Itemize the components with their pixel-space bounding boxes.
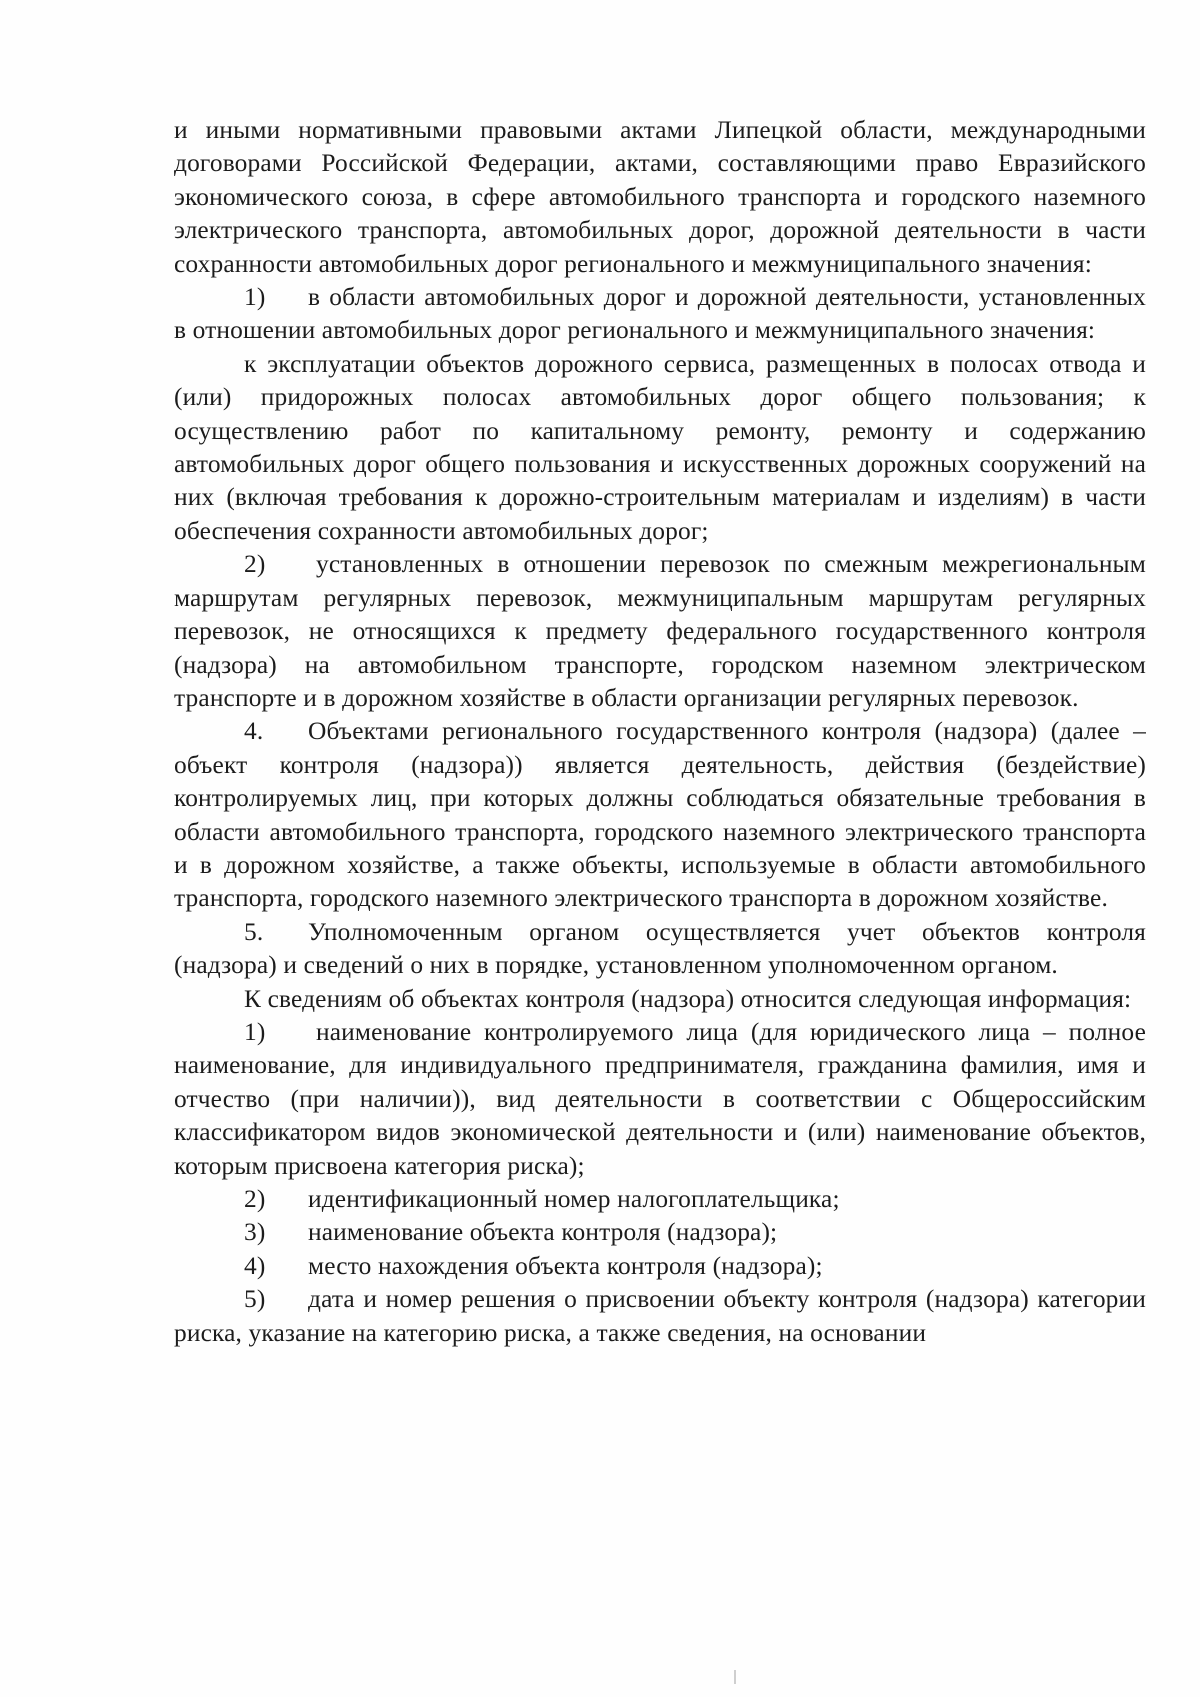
paragraph-info-item-3 <box>174 1216 1146 1249</box>
paragraph-text: К сведениям об объектах контроля (надзора) относится следующая информация: <box>244 984 1132 1013</box>
paragraph-info-intro <box>174 983 1146 1016</box>
paragraph-road-service <box>174 348 1146 548</box>
paragraph-text: идентификационный номер налогоплательщика; <box>308 1185 840 1213</box>
paragraph-text: Объектами регионального государственного контроля (надзора) (далее – объект контроля (надзора)) является деятельность, действия (бездействие) контролируемых лиц, при которых должны соблюдаться обязательные требования в области автомобильного транспорта, городского наземного электрического транспорта и в дорожном хозяйстве, а также объекты, используемые в области автомобильного транспорта, городского наземного электрического транспорта в дорожном хозяйстве. <box>174 717 1146 913</box>
paragraph-text: установленных в отношении перевозок по смежным межрегиональным маршрутам регулярных перевозок, межмуниципальным маршрутам регулярных перевозок, не относящихся к предмету федерального государственного контроля (надзора) на автомобильном транспорте, городском наземном электрическом транспорте и в дорожном хозяйстве в области организации регулярных перевозок. <box>174 550 1146 712</box>
item-number: 2) <box>244 1185 266 1213</box>
paragraph-info-item-4 <box>174 1250 1146 1283</box>
paragraph-text: Уполномоченным органом осуществляется учет объектов контроля (надзора) и сведений о них в порядке, установленном уполномоченном органом. <box>174 917 1146 980</box>
paragraph-text: в области автомобильных дорог и дорожной деятельности, установленных в отношении автомобильных дорог регионального и межмуниципального значения: <box>174 283 1146 345</box>
paragraph-info-item-1 <box>174 1016 1146 1183</box>
paragraph-text: к эксплуатации объектов дорожного сервиса, размещенных в полосах отвода и (или) придорожных полосах автомобильных дорог общего пользования; к осуществлению работ по капитальному ремонту, ремонту и содержанию автомобильных дорог общего пользования и искусственных дорожных сооружений на них (включая требования к дорожно-строительным материалам и изделиям) в части обеспечения сохранности автомобильных дорог; <box>174 349 1146 545</box>
item-number: 3) <box>244 1218 266 1247</box>
paragraph-continuation <box>174 114 1146 281</box>
item-number: 2) <box>244 550 266 579</box>
scan-artifact <box>734 1670 736 1684</box>
section-number: 4. <box>244 717 264 746</box>
paragraph-text: место нахождения объекта контроля (надзора); <box>308 1251 823 1280</box>
paragraph-section-5 <box>174 916 1146 983</box>
paragraph-info-item-5 <box>174 1283 1146 1350</box>
document-body <box>174 114 1146 1350</box>
paragraph-text: наименование объекта контроля (надзора); <box>308 1218 778 1247</box>
paragraph-text: наименование контролируемого лица (для юридического лица – полное наименование, для индивидуального предпринимателя, гражданина фамилия, имя и отчество (при наличии)), вид деятельности в соответствии с Общероссийским классификатором видов экономической деятельности и (или) наименование объектов, которым присвоена категория риска); <box>174 1017 1146 1180</box>
item-number: 4) <box>244 1251 266 1280</box>
paragraph-text: дата и номер решения о присвоении объекту контроля (надзора) категории риска, указание на категорию риска, а также сведения, на основании <box>174 1285 1146 1347</box>
paragraph-text: и иными нормативными правовыми актами Липецкой области, международными договорами Российской Федерации, актами, составляющими право Евразийского экономического союза, в сфере автомобильного транспорта и городского наземного электрического транспорта, автомобильных дорог, дорожной деятельности в части сохранности автомобильных дорог регионального и межмуниципального значения: <box>174 116 1146 278</box>
section-number: 5. <box>244 917 264 946</box>
item-number: 1) <box>244 1017 266 1046</box>
item-number: 1) <box>244 283 266 312</box>
paragraph-section-4 <box>174 715 1146 915</box>
paragraph-item-1-roads <box>174 281 1146 348</box>
paragraph-item-2-transport <box>174 548 1146 715</box>
paragraph-info-item-2 <box>174 1183 1146 1216</box>
item-number: 5) <box>244 1285 266 1314</box>
